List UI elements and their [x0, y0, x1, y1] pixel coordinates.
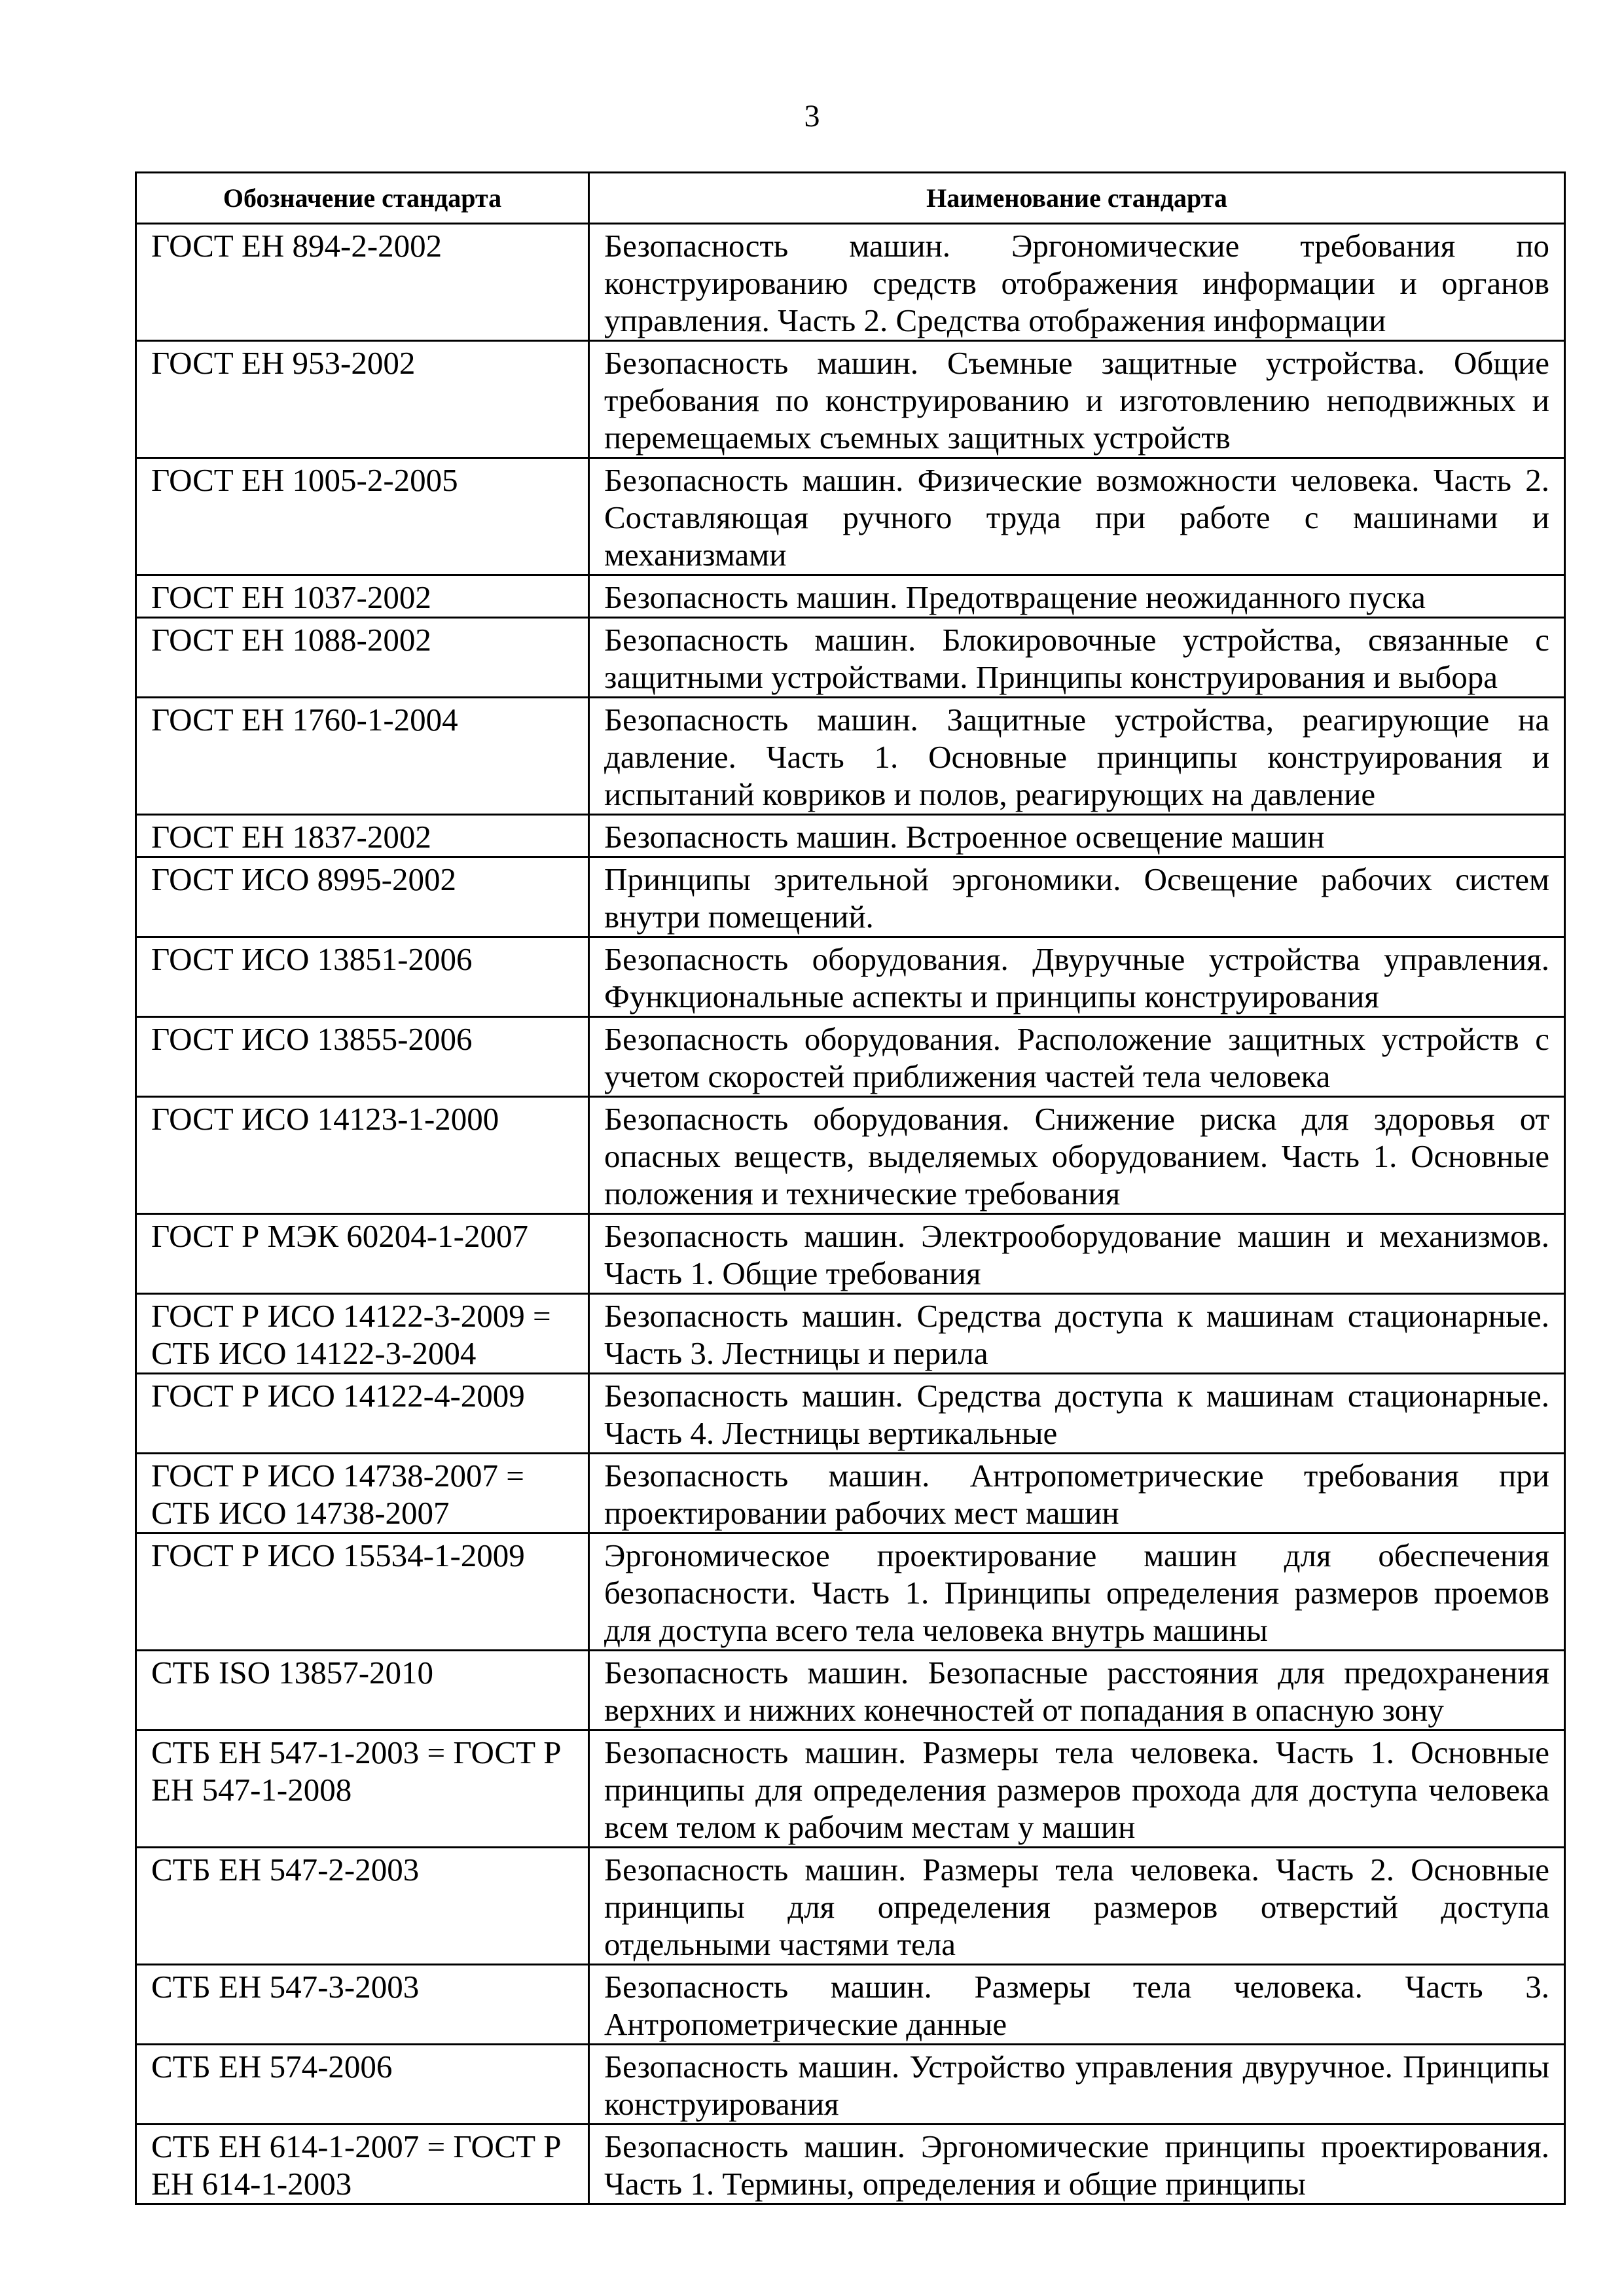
- standard-code-cell: ГОСТ ЕН 1088-2002: [136, 618, 589, 698]
- standard-code-cell: ГОСТ ЕН 953-2002: [136, 341, 589, 458]
- standard-name-cell: Безопасность машин. Размеры тела человека. Часть 1. Основные принципы для определения размеров прохода для доступа человека всем телом к рабочим местам у машин: [589, 1731, 1565, 1848]
- standard-code-cell: ГОСТ ЕН 894-2-2002: [136, 224, 589, 341]
- standard-name-cell: Безопасность машин. Съемные защитные устройства. Общие требования по конструированию и изготовлению неподвижных и перемещаемых съемных защитных устройств: [589, 341, 1565, 458]
- standard-code-cell: СТБ ЕН 547-3-2003: [136, 1965, 589, 2045]
- standards-table: [135, 171, 1566, 2205]
- header-standard-code: Обозначение стандарта: [136, 173, 589, 224]
- standard-code-cell: СТБ ЕН 614-1-2007 = ГОСТ Р ЕН 614-1-2003: [136, 2125, 589, 2204]
- header-standard-name: Наименование стандарта: [589, 173, 1565, 224]
- standard-code-cell: ГОСТ Р ИСО 14738-2007 = СТБ ИСО 14738-2007: [136, 1454, 589, 1534]
- table-row: [136, 341, 1565, 458]
- table-row: [136, 2045, 1565, 2125]
- standard-code-cell: СТБ ISO 13857-2010: [136, 1651, 589, 1731]
- standard-code-cell: ГОСТ ЕН 1037-2002: [136, 575, 589, 618]
- standard-code-cell: ГОСТ ЕН 1760-1-2004: [136, 698, 589, 815]
- standard-name-cell: Безопасность машин. Размеры тела человека. Часть 3. Антропометрические данные: [589, 1965, 1565, 2045]
- standard-name-cell: Безопасность машин. Предотвращение неожиданного пуска: [589, 575, 1565, 618]
- standard-code-cell: ГОСТ Р МЭК 60204-1-2007: [136, 1214, 589, 1294]
- standard-name-cell: Безопасность машин. Средства доступа к машинам стационарные. Часть 3. Лестницы и перила: [589, 1294, 1565, 1374]
- standard-name-cell: Безопасность машин. Блокировочные устройства, связанные с защитными устройствами. Принципы конструирования и выбора: [589, 618, 1565, 698]
- table-row: [136, 1848, 1565, 1965]
- table-row: [136, 575, 1565, 618]
- standard-name-cell: Безопасность машин. Средства доступа к машинам стационарные. Часть 4. Лестницы вертикальные: [589, 1374, 1565, 1454]
- table-row: [136, 1294, 1565, 1374]
- table-row: [136, 1731, 1565, 1848]
- standard-name-cell: Безопасность машин. Безопасные расстояния для предохранения верхних и нижних конечностей от попадания в опасную зону: [589, 1651, 1565, 1731]
- standard-name-cell: Безопасность машин. Размеры тела человека. Часть 2. Основные принципы для определения размеров отверстий доступа отдельными частями тела: [589, 1848, 1565, 1965]
- table-row: [136, 618, 1565, 698]
- table-row: [136, 1374, 1565, 1454]
- table-row: [136, 1651, 1565, 1731]
- standard-name-cell: Безопасность оборудования. Снижение риска для здоровья от опасных веществ, выделяемых оборудованием. Часть 1. Основные положения и технические требования: [589, 1097, 1565, 1214]
- standard-name-cell: Безопасность машин. Эргономические принципы проектирования. Часть 1. Термины, определения и общие принципы: [589, 2125, 1565, 2204]
- table-row: [136, 2125, 1565, 2204]
- standard-code-cell: ГОСТ Р ИСО 14122-3-2009 = СТБ ИСО 14122-3-2004: [136, 1294, 589, 1374]
- standard-name-cell: Безопасность машин. Физические возможности человека. Часть 2. Составляющая ручного труда при работе с машинами и механизмами: [589, 458, 1565, 575]
- standard-name-cell: Безопасность машин. Антропометрические требования при проектировании рабочих мест машин: [589, 1454, 1565, 1534]
- table-row: [136, 698, 1565, 815]
- table-row: [136, 815, 1565, 857]
- table-header-row: [136, 173, 1565, 224]
- standard-name-cell: Безопасность машин. Защитные устройства, реагирующие на давление. Часть 1. Основные принципы конструирования и испытаний ковриков и полов, реагирующих на давление: [589, 698, 1565, 815]
- standard-name-cell: Эргономическое проектирование машин для обеспечения безопасности. Часть 1. Принципы определения размеров проемов для доступа всего тела человека внутрь машины: [589, 1534, 1565, 1651]
- standard-name-cell: Безопасность машин. Устройство управления двуручное. Принципы конструирования: [589, 2045, 1565, 2125]
- standard-name-cell: Принципы зрительной эргономики. Освещение рабочих систем внутри помещений.: [589, 857, 1565, 937]
- table-row: [136, 1454, 1565, 1534]
- standard-code-cell: ГОСТ ИСО 14123-1-2000: [136, 1097, 589, 1214]
- table-body: [136, 224, 1565, 2204]
- standard-code-cell: ГОСТ ИСО 13851-2006: [136, 937, 589, 1017]
- table-row: [136, 1534, 1565, 1651]
- standard-name-cell: Безопасность машин. Эргономические требования по конструированию средств отображения информации и органов управления. Часть 2. Средства отображения информации: [589, 224, 1565, 341]
- standard-code-cell: ГОСТ ИСО 13855-2006: [136, 1017, 589, 1097]
- standard-name-cell: Безопасность оборудования. Расположение защитных устройств с учетом скоростей приближения частей тела человека: [589, 1017, 1565, 1097]
- table-row: [136, 1214, 1565, 1294]
- table-row: [136, 224, 1565, 341]
- page-number: 3: [804, 99, 820, 134]
- standard-code-cell: СТБ ЕН 547-2-2003: [136, 1848, 589, 1965]
- standard-code-cell: СТБ ЕН 547-1-2003 = ГОСТ Р ЕН 547-1-2008: [136, 1731, 589, 1848]
- table-row: [136, 458, 1565, 575]
- standard-code-cell: СТБ ЕН 574-2006: [136, 2045, 589, 2125]
- table-row: [136, 857, 1565, 937]
- table-row: [136, 1097, 1565, 1214]
- standard-code-cell: ГОСТ Р ИСО 15534-1-2009: [136, 1534, 589, 1651]
- standard-name-cell: Безопасность машин. Встроенное освещение машин: [589, 815, 1565, 857]
- standard-code-cell: ГОСТ ЕН 1005-2-2005: [136, 458, 589, 575]
- table-row: [136, 937, 1565, 1017]
- standard-name-cell: Безопасность машин. Электрооборудование машин и механизмов. Часть 1. Общие требования: [589, 1214, 1565, 1294]
- standard-code-cell: ГОСТ ИСО 8995-2002: [136, 857, 589, 937]
- standard-name-cell: Безопасность оборудования. Двуручные устройства управления. Функциональные аспекты и принципы конструирования: [589, 937, 1565, 1017]
- standard-code-cell: ГОСТ ЕН 1837-2002: [136, 815, 589, 857]
- table-row: [136, 1017, 1565, 1097]
- table-row: [136, 1965, 1565, 2045]
- standard-code-cell: ГОСТ Р ИСО 14122-4-2009: [136, 1374, 589, 1454]
